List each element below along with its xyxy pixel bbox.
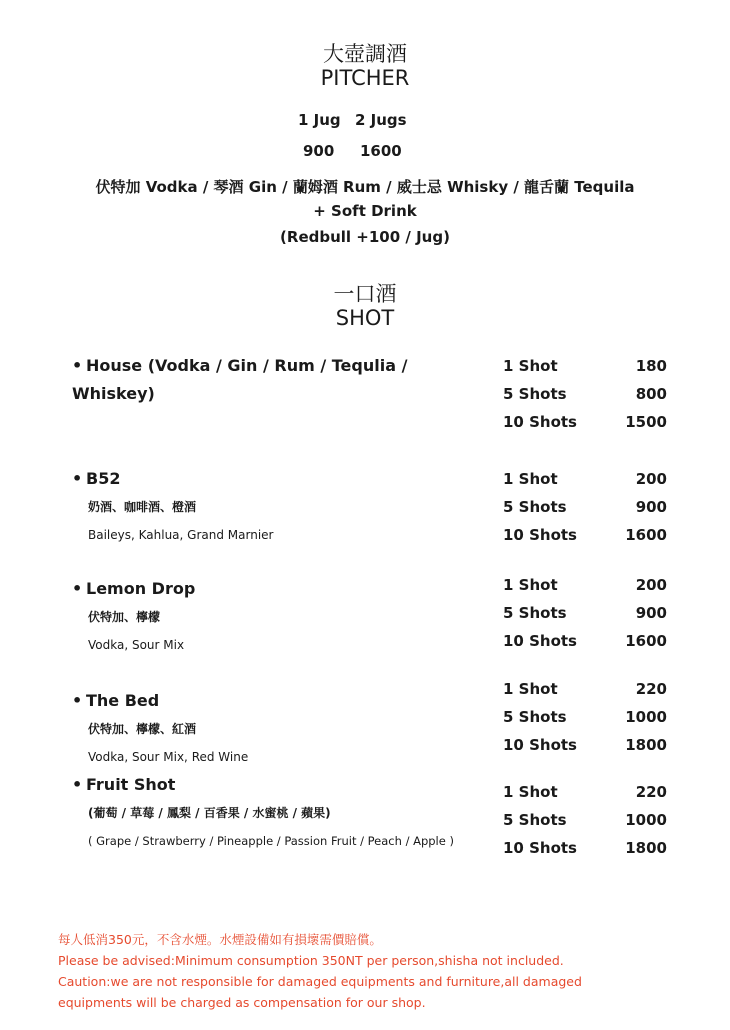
menu-item-house xyxy=(72,352,492,403)
pitcher-note: (Redbull +100 / Jug) xyxy=(280,228,450,246)
price-list-lemon-drop xyxy=(503,571,667,655)
price-list-the-bed xyxy=(503,675,667,759)
item-name: • Fruit Shot xyxy=(72,775,176,794)
item-desc-en: Vodka, Sour Mix, Red Wine xyxy=(88,750,249,764)
price-row: 1 Shot 200 xyxy=(503,576,667,594)
price-list-fruit-shot xyxy=(503,778,667,862)
item-desc-en: ( Grape / Strawberry / Pineapple / Passion Fruit / Peach / Apple ) xyxy=(88,834,454,848)
footer-line-caution: Caution:we are not responsible for damaged equipments and furniture,all damaged xyxy=(58,974,582,989)
item-sub-cn: 伏特加、檸檬 xyxy=(88,610,161,624)
price-row: 10 Shots 1500 xyxy=(503,413,667,431)
price-row: 10 Shots 1600 xyxy=(503,526,667,544)
pitcher-spirits: 伏特加 Vodka / 琴酒 Gin / 蘭姆酒 Rum / 威士忌 Whisky / 龍舌蘭 Tequila xyxy=(95,178,635,196)
price-row: 1 Shot 200 xyxy=(503,470,667,488)
item-name: • B52 xyxy=(72,469,121,488)
price-row: 5 Shots 1000 xyxy=(503,708,667,726)
price-list-b52 xyxy=(503,465,667,549)
menu-item-lemon-drop xyxy=(72,575,492,659)
item-name: • Lemon Drop xyxy=(72,579,196,598)
pitcher-title-en: PITCHER xyxy=(320,66,410,90)
menu-item-b52 xyxy=(72,465,492,549)
price-row: 10 Shots 1600 xyxy=(503,632,667,650)
price-row: 10 Shots 1800 xyxy=(503,736,667,754)
pitcher-col1-label: 1 Jug xyxy=(298,111,341,129)
pitcher-col1-price: 900 xyxy=(303,142,335,160)
item-sub-cn: 伏特加、檸檬、紅酒 xyxy=(88,722,197,736)
price-row: 5 Shots 900 xyxy=(503,604,667,622)
footer-line-min-consumption: Please be advised:Minimum consumption 350NT per person,shisha not included. xyxy=(58,953,564,968)
price-row: 5 Shots 900 xyxy=(503,498,667,516)
pitcher-mixer: + Soft Drink xyxy=(313,202,417,220)
shot-title-en: SHOT xyxy=(335,306,395,330)
pitcher-col2-label: 2 Jugs xyxy=(355,111,407,129)
footer-notice xyxy=(58,929,698,1013)
item-sub-cn: (葡萄 / 草莓 / 鳳梨 / 百香果 / 水蜜桃 / 蘋果) xyxy=(88,806,331,820)
pitcher-col2-price: 1600 xyxy=(360,142,402,160)
menu-item-the-bed xyxy=(72,687,492,771)
price-row: 5 Shots 800 xyxy=(503,385,667,403)
item-name: • House (Vodka / Gin / Rum / Tequlia / Whiskey) xyxy=(72,356,408,403)
price-row: 1 Shot 220 xyxy=(503,783,667,801)
price-row: 1 Shot 180 xyxy=(503,357,667,375)
pitcher-title-cn: 大壺調酒 xyxy=(323,42,407,66)
price-row: 5 Shots 1000 xyxy=(503,811,667,829)
item-name: • The Bed xyxy=(72,691,160,710)
item-sub-cn: 奶酒、咖啡酒、橙酒 xyxy=(88,500,197,514)
price-list-house xyxy=(503,352,667,436)
footer-line-cn: 每人低消350元，不含水煙。水煙設備如有損壞需價賠償。 xyxy=(58,932,382,947)
menu-item-fruit-shot xyxy=(72,771,502,855)
shot-title-cn: 一口酒 xyxy=(333,282,397,306)
price-row: 10 Shots 1800 xyxy=(503,839,667,857)
item-desc-en: Vodka, Sour Mix xyxy=(88,638,185,652)
footer-line-compensation: equipments will be charged as compensation for our shop. xyxy=(58,995,426,1010)
price-row: 1 Shot 220 xyxy=(503,680,667,698)
item-desc-en: Baileys, Kahlua, Grand Marnier xyxy=(88,528,274,542)
